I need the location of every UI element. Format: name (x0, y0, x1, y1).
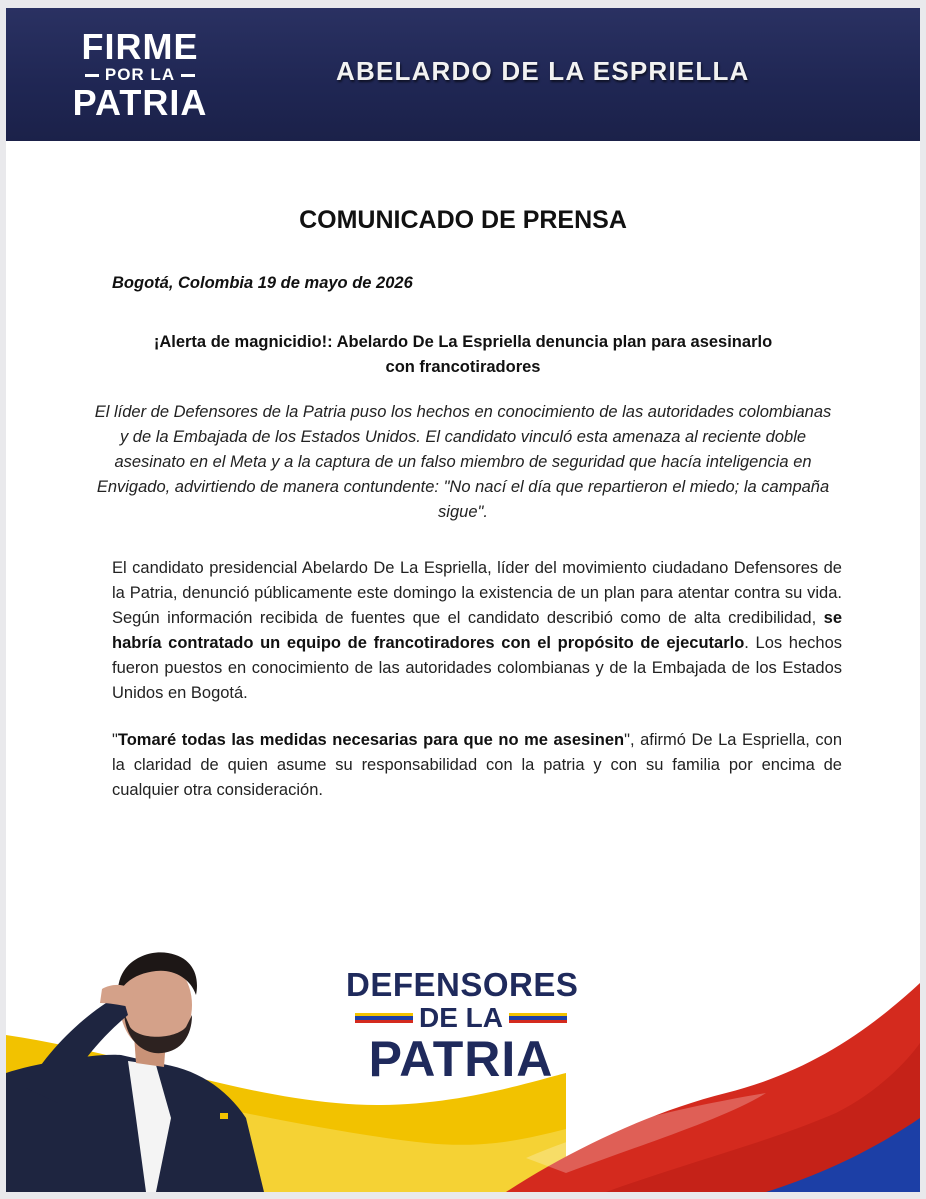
body-paragraph-2 (112, 728, 842, 803)
p1-text-c: . Los hechos fueron puestos en conocimiento de las autoridades colombianas y de la Embajada de los Estados Unidos en Bogotá. (112, 634, 842, 702)
headline-line-2: con francotiradores (385, 358, 541, 376)
defensores-de-la-patria-logo (346, 966, 579, 1087)
logo-line-patria: PATRIA (72, 82, 208, 123)
def-logo-line-patria: PATRIA (368, 1031, 554, 1087)
def-logo-line-defensores: DEFENSORES (346, 966, 579, 1003)
lapel-pin (220, 1113, 228, 1119)
footer-graphic (6, 943, 920, 1192)
header-banner (6, 8, 920, 141)
p2-quote-bold: Tomaré todas las medidas necesarias para que no me asesinen (117, 731, 625, 749)
logo-dash-right (181, 74, 195, 77)
candidate-name-banner: ABELARDO DE LA ESPRIELLA (336, 56, 750, 86)
logo-dash-left (85, 74, 99, 77)
p1-text-a: El candidato presidencial Abelardo De La Espriella, líder del movimiento ciudadano Defensores de la Patria, denunció públicamente este domingo la existencia de un plan para atentar contra su vida. Según información recibida de fuentes que el candidato describió como de alta credibilidad, (112, 559, 842, 627)
firme-por-la-patria-logo (60, 26, 220, 123)
flag-stripe-left (355, 1013, 413, 1023)
body-paragraph-1 (112, 556, 842, 706)
def-logo-line-de-la (346, 1003, 576, 1033)
headline-line-1: ¡Alerta de magnicidio!: Abelardo De La Espriella denuncia plan para asesinarlo (153, 333, 773, 351)
dateline: Bogotá, Colombia 19 de mayo de 2026 (112, 274, 413, 292)
saluting-candidate-figure (6, 943, 306, 1192)
lead-paragraph: El líder de Defensores de la Patria puso los hechos en conocimiento de las autoridades colombianas y de la Embajada de los Estados Unidos. El candidato vinculó esta amenaza al reciente doble asesinato en el Meta y a la captura de un falso miembro de seguridad que hacía inteligencia en Envigado, advirtiendo de manera contundente: "No nací el día que repartieron el miedo; la campaña sigue". (94, 403, 832, 521)
p1-bold-text: se habría contratado un equipo de francotiradores con el propósito de ejecutarlo (112, 609, 842, 652)
document-title: COMUNICADO DE PRENSA (299, 206, 627, 234)
headline (106, 330, 820, 380)
flag-stripe-right (509, 1013, 567, 1023)
p2-open-quote: " (112, 731, 118, 749)
def-logo-de-la-text: DE LA (419, 1002, 503, 1033)
p2-text-c: ", afirmó De La Espriella, con la claridad de quien asume su responsabilidad con la patria y con su familia por encima de cualquier otra consideración. (112, 731, 842, 799)
logo-line-firme: FIRME (81, 26, 199, 67)
logo-por-la-text: POR LA (104, 65, 176, 84)
press-release-page (6, 8, 920, 1192)
